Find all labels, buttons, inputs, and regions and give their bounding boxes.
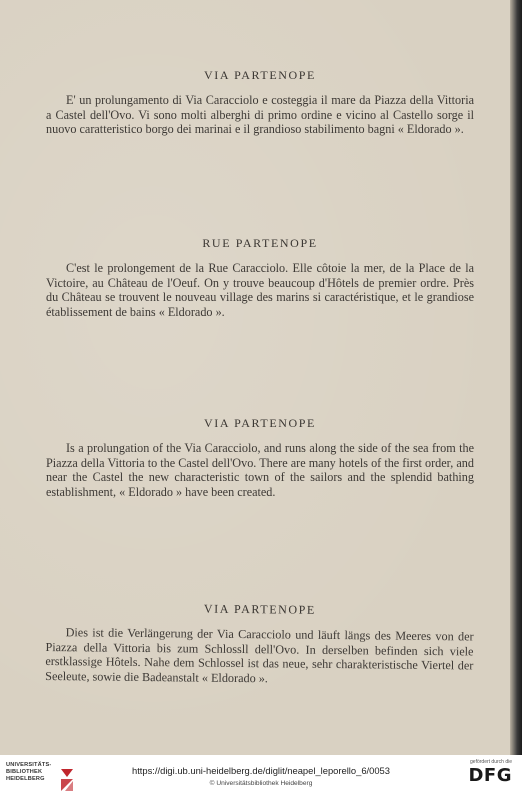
copyright-notice: © Universitätsbibliothek Heidelberg [209,780,313,787]
funded-by-label: gefördert durch die [470,759,512,765]
paragraph-french: C'est le prolongement de la Rue Caracciolo. Elle côtoie la mer, de la Place de la Victoire, au Château de l'Oeuf. On y trouve beaucoup d'Hôtels de premier ordre. Près du Château se trouvent le nouveau village des marins si caractéristique, et le grandiose établissement de bains « Eldorado ». [46,261,474,319]
library-name-line-2: BIBLIOTHEK [6,769,43,775]
page-edge-shadow [510,0,522,755]
section-german [45,600,474,688]
heading-english: VIA PARTENOPE [204,416,316,430]
paragraph-italian: E' un prolungamento di Via Caracciolo e costeggia il mare da Piazza della Vittoria a Castel dell'Ovo. Vi sono molti alberghi di primo ordine e vicino al Castello sorge il nuovo caratteristico borgo dei marinai e il grandioso stabilimento bagni « Eldorado ». [46,93,474,137]
paragraph-german: Dies ist die Verlängerung der Via Caracciolo und läuft längs des Meeres von der Piazza della Vittoria bis zum Schlossll dell'Ovo. In derselben befinden sich viele erstklassige Hôtels. Nahe dem Schlossel ist das neue, sehr charakteristische Viertel der Seeleute, sowie die Badeanstalt « Eldorado ». [45,625,474,686]
heading-french: RUE PARTENOPE [202,236,318,250]
heading-italian: VIA PARTENOPE [204,68,316,82]
dfg-logo-text: DFG [468,765,512,786]
dfg-funder-logo[interactable] [450,759,512,785]
section-french [46,236,474,319]
library-name-line-3: HEIDELBERG [6,776,45,782]
section-italian [46,68,474,137]
heading-german: VIA PARTENOPE [203,601,316,617]
library-name-line-1: UNIVERSITÄTS- [6,762,52,768]
paragraph-english: Is a prolungation of the Via Caracciolo, and runs along the side of the sea from the Piazza della Vittoria to the Castel dell'Ovo. There are many hotels of the first order, and near the Castel the new characteristic town of the sailors and the splendid bathing establishment, « Eldorado » have been created. [46,441,474,499]
section-english [46,416,474,499]
page-url-link[interactable]: https://digi.ub.uni-heidelberg.de/diglit/neapel_leporello_6/0053 [131,765,390,776]
viewer-footer [0,755,522,795]
